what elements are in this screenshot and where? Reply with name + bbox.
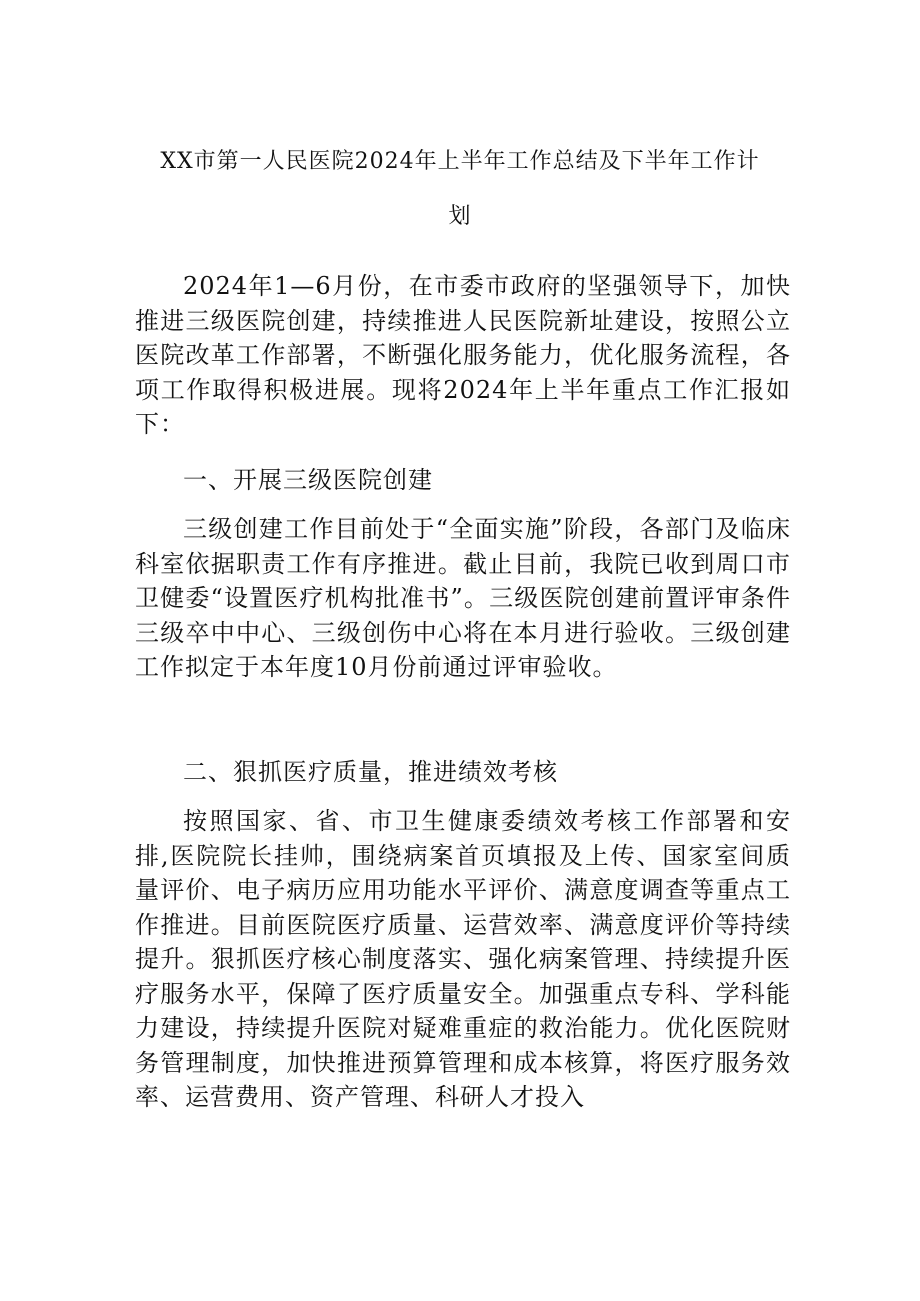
section-2 <box>135 755 791 790</box>
section-1 <box>135 463 791 498</box>
document-title-line-1: XX市第一人民医院2024年上半年工作总结及下半年工作计 <box>160 149 760 174</box>
section-2-paragraph: 按照国家、省、市卫生健康委绩效考核工作部署和安排,医院院长挂帅，围绕病案首页填报及上传、国家室间质量评价、电子病历应用功能水平评价、满意度调查等重点工作推进。目前医院医疗质量、运营效率、满意度评价等持续提升。狠抓医疗核心制度落实、强化病案管理、持续提升医疗服务水平，保障了医疗质量安全。加强重点专科、学科能力建设，持续提升医院对疑难重症的救治能力。优化医院财务管理制度，加快推进预算管理和成本核算，将医疗服务效率、运营费用、资产管理、科研人才投入 <box>135 807 791 1111</box>
section-2-heading: 二、狠抓医疗质量，推进绩效考核 <box>183 758 558 786</box>
document-body <box>135 269 791 442</box>
section-1-heading: 一、开展三级医院创建 <box>183 466 433 494</box>
section-2-body <box>135 804 791 1115</box>
section-1-body <box>135 512 791 685</box>
document-title-line-2: 划 <box>448 204 472 229</box>
section-1-paragraph: 三级创建工作目前处于“全面实施”阶段，各部门及临床科室依据职责工作有序推进。截止目前，我院已收到周口市卫健委“设置医疗机构批准书”。三级医院创建前置评审条件三级卒中中心、三级创伤中心将在本月进行验收。三级创建工作拟定于本年度10月份前通过评审验收。 <box>135 515 791 681</box>
intro-paragraph: 2024年1—6月份，在市委市政府的坚强领导下，加快推进三级医院创建，持续推进人民医院新址建设，按照公立医院改革工作部署，不断强化服务能力，优化服务流程，各项工作取得积极进展。现将2024年上半年重点工作汇报如下： <box>135 272 791 438</box>
